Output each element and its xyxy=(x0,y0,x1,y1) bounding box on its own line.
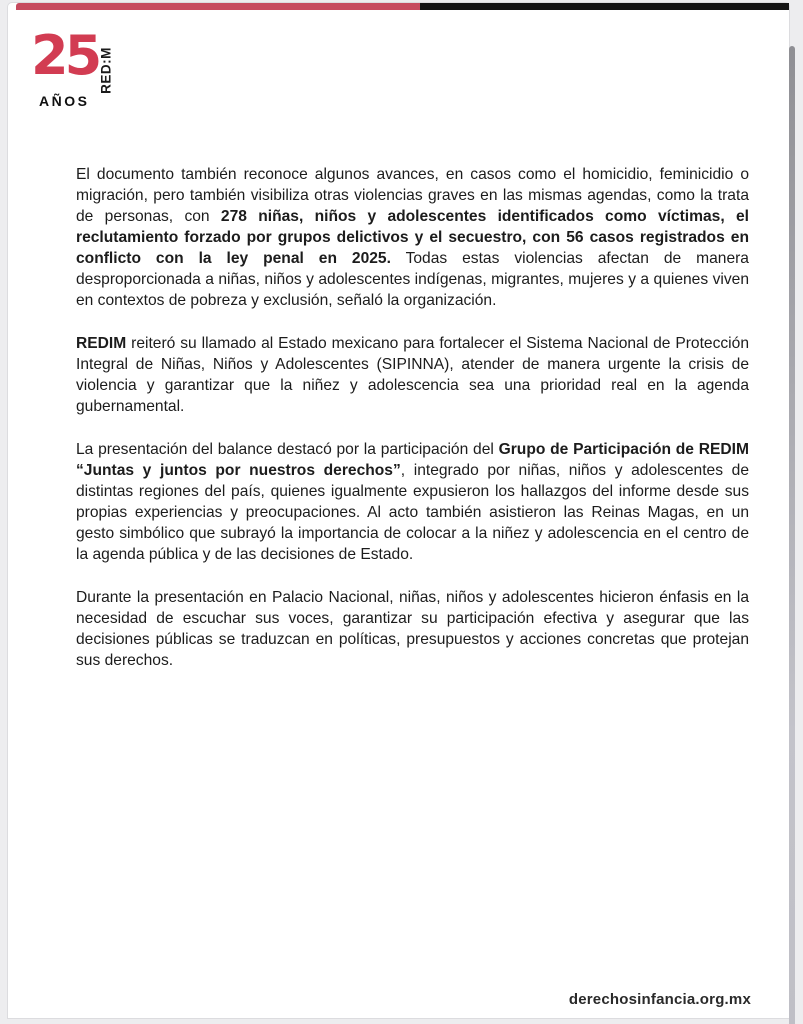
redim-25-anos-logo xyxy=(31,24,151,121)
paragraph-violences-victims: El documento también reconoce algunos avances, en casos como el homicidio, feminicidio o migración, pero también visibiliza otras violencias graves en las mismas agendas, como la trata de personas, con 278 niñas, niños y adolescentes identificados como víctimas, el reclutamiento forzado por grupos delictivos y el secuestro, con 56 casos registrados en conflicto con la ley penal en 2025. Todas estas violencias afectan de manera desproporcionada a niñas, niños y adolescentes indígenas, migrantes, mujeres y a quienes viven en contextos de pobreza y exclusión, señaló la organización. xyxy=(76,166,749,309)
scrollbar-thumb[interactable] xyxy=(789,46,795,1024)
footer-link[interactable]: derechosinfancia.org.mx xyxy=(568,991,751,1008)
paragraph-participation-group: La presentación del balance destacó por la participación del Grupo de Participación de REDIM “Juntas y juntos por nuestros derechos”, integrado por niñas, niños y adolescentes de distintas regiones del país, quienes igualmente expusieron los hallazgos del informe desde sus propias experiencias y preocupaciones. Al acto también asistieron las Reinas Magas, en un gesto simbólico que subrayó la importancia de colocar a la niñez y adolescencia en el centro de la agenda pública y de las decisiones de Estado. xyxy=(76,441,749,563)
logo-brand-vertical-text: RED:M xyxy=(98,47,114,94)
paragraph-redim-sipinna: REDIM reiteró su llamado al Estado mexicano para fortalecer el Sistema Nacional de Protección Integral de Niñas, Niños y Adolescentes (SIPINNA), atender de manera urgente la crisis de violencia y garantizar que la niñez y adolescencia sea una prioridad real en la agenda gubernamental. xyxy=(76,335,749,415)
logo-number-25: 25 xyxy=(31,24,99,87)
logo-anos-text: AÑOS xyxy=(39,93,90,109)
brand-divider-bar xyxy=(16,3,789,10)
paragraph-palacio-nacional: Durante la presentación en Palacio Nacional, niñas, niños y adolescentes hicieron énfasis en la necesidad de escuchar sus voces, garantizar su participación efectiva y asegurar que las decisiones públicas se traduzcan en políticas, presupuestos y acciones concretas que protejan sus derechos. xyxy=(76,589,749,669)
brand-divider-red-segment xyxy=(16,3,420,10)
brand-divider-black-segment xyxy=(420,3,789,10)
document-page xyxy=(7,2,790,1019)
document-body xyxy=(76,164,749,693)
